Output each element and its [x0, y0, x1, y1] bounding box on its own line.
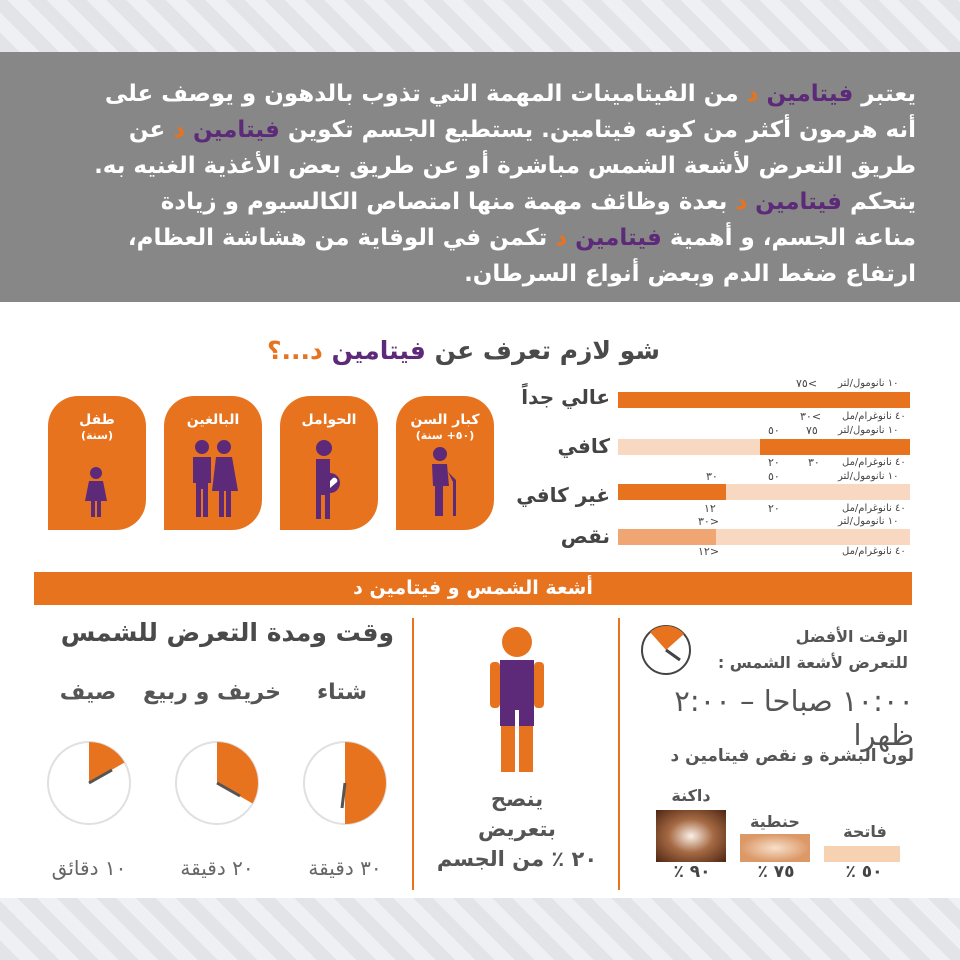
intro-line-3: طريق التعرض لأشعة الشمس مباشرة أو عن طريق بعض الأغذية الغنيه به. — [94, 153, 916, 179]
intro-paragraph — [0, 52, 960, 302]
intro-line-2: أنه هرمون أكثر من كونه فيتامين. يستطيع الجسم تكوين فيتامين د عن — [128, 117, 916, 143]
vitamin-keyword: فيتامين — [575, 225, 662, 251]
level-value: ١٢ — [704, 502, 716, 515]
adults-icon — [164, 434, 262, 520]
exposure-sector — [345, 742, 386, 824]
skin-deficiency-light: ٥٠ ٪ — [845, 862, 883, 882]
section-title-what-to-know: شو لازم تعرف عن فيتامين د...؟ — [267, 336, 660, 365]
group-sublabel: (سنة) — [80, 429, 114, 442]
level-value: ٥٠ — [768, 470, 780, 483]
level-unit-top: ١٠ نانومول/لتر — [838, 425, 899, 436]
skin-type-light: فاتحة — [843, 822, 887, 841]
group-label: البالغين — [186, 412, 240, 428]
intro-line-6: ارتفاع ضغط الدم وبعض أنواع السرطان. — [464, 261, 916, 287]
level-value: ٣٠ — [808, 456, 820, 469]
section-title-exposure-time: وقت ومدة التعرض للشمس — [60, 618, 394, 647]
level-label-deficient: نقص — [560, 524, 610, 548]
exposure-recommendation: ينصح بتعريض ٢٠ ٪ من الجسم — [436, 787, 598, 871]
intro-line-1: يعتبر فيتامين د من الفيتامينات المهمة التي تذوب بالدهون و يوصف على — [104, 81, 916, 107]
section-band-sun-vitamin-d: أشعة الشمس و فيتامين د — [34, 572, 912, 605]
level-value: ٧٥< — [796, 377, 818, 390]
level-bar-very-high — [618, 392, 910, 408]
decorative-background-bottom — [0, 898, 960, 960]
skin-type-dark: داكنة — [671, 786, 711, 805]
skin-swatch-wheat — [740, 834, 810, 862]
group-label: كبار السن — [410, 412, 480, 428]
clock-icon — [302, 740, 388, 826]
intro-line-5: مناعة الجسم، و أهمية فيتامين د تكمن في الوقاية من هشاشة العظام، — [127, 225, 916, 251]
duration-autumn-spring: ٢٠ دقيقة — [180, 856, 254, 880]
person-icon — [484, 626, 550, 776]
level-bar-insufficient — [618, 484, 910, 500]
group-card-child — [48, 396, 146, 530]
elderly-icon — [396, 440, 494, 520]
skin-deficiency-wheat: ٧٥ ٪ — [757, 862, 795, 882]
level-unit-top: ١٠ نانومول/لتر — [838, 378, 899, 389]
skin-swatch-dark — [656, 810, 726, 862]
skin-type-wheat: حنطية — [750, 812, 800, 831]
vitamin-keyword: فيتامين — [766, 81, 854, 107]
level-value: ٢٠ — [768, 456, 780, 469]
level-bar-sufficient — [618, 439, 910, 455]
group-label: الحوامل — [301, 412, 357, 428]
level-value: ٢٠ — [768, 502, 780, 515]
group-sublabel: (٥٠+ سنة) — [415, 429, 475, 442]
duration-winter: ٣٠ دقيقة — [308, 856, 382, 880]
level-value: ٣٠> — [698, 515, 720, 528]
level-value: ٣٠ — [706, 470, 718, 483]
clock-icon — [46, 740, 132, 826]
vitamin-d-letter: د — [173, 117, 194, 143]
section-title-skin-color: لون البشرة و نقص فيتامين د — [670, 746, 914, 766]
level-unit-bottom: ٤٠ نانوغرام/مل — [842, 411, 906, 422]
group-card-adults — [164, 396, 262, 530]
group-label: طفل — [79, 412, 115, 428]
level-unit-bottom: ٤٠ نانوغرام/مل — [842, 503, 906, 514]
level-value: ١٢> — [698, 545, 720, 558]
level-unit-top: ١٠ نانومول/لتر — [838, 471, 899, 482]
vitamin-d-letter: د — [746, 81, 767, 107]
group-card-pregnant — [280, 396, 378, 530]
skin-deficiency-dark: ٩٠ ٪ — [673, 862, 711, 882]
vitamin-d-letter: د — [735, 189, 756, 215]
best-time-label: الوقت الأفضل للتعرض لأشعة الشمس : — [717, 627, 908, 672]
clock-icon — [640, 624, 692, 676]
season-label-summer: صيف — [59, 680, 117, 705]
intro-line-4: يتحكم فيتامين د بعدة وظائف مهمة منها امتصاص الكالسيوم و زيادة — [160, 189, 916, 215]
level-bar-deficient — [618, 529, 910, 545]
level-unit-bottom: ٤٠ نانوغرام/مل — [842, 546, 906, 557]
level-unit-top: ١٠ نانومول/لتر — [838, 516, 899, 527]
skin-swatch-light — [824, 846, 900, 862]
level-label-insufficient: غير كافي — [516, 483, 610, 507]
level-value: ٧٥ — [806, 424, 818, 437]
duration-summer: ١٠ دقائق — [51, 856, 127, 880]
clock-icon — [174, 740, 260, 826]
best-time-range: ١٠:٠٠ صباحا – ٢:٠٠ ظهرا — [674, 684, 914, 752]
level-value: ٣٠< — [800, 410, 822, 423]
season-label-autumn-spring: خريف و ربيع — [143, 680, 281, 705]
vitamin-d-letter: د — [555, 225, 576, 251]
level-label-sufficient: كافي — [557, 434, 610, 458]
level-label-very-high: عالي جداً — [521, 385, 610, 409]
pregnant-woman-icon — [280, 434, 378, 520]
decorative-background-top — [0, 0, 960, 52]
season-label-winter: شتاء — [316, 680, 368, 705]
group-card-elderly — [396, 396, 494, 530]
level-value: ٥٠ — [768, 424, 780, 437]
divider — [618, 618, 620, 890]
child-icon — [48, 464, 146, 520]
divider — [412, 618, 414, 890]
level-unit-bottom: ٤٠ نانوغرام/مل — [842, 457, 906, 468]
vitamin-keyword: فيتامين — [755, 189, 842, 215]
vitamin-keyword: فيتامين — [193, 117, 280, 143]
